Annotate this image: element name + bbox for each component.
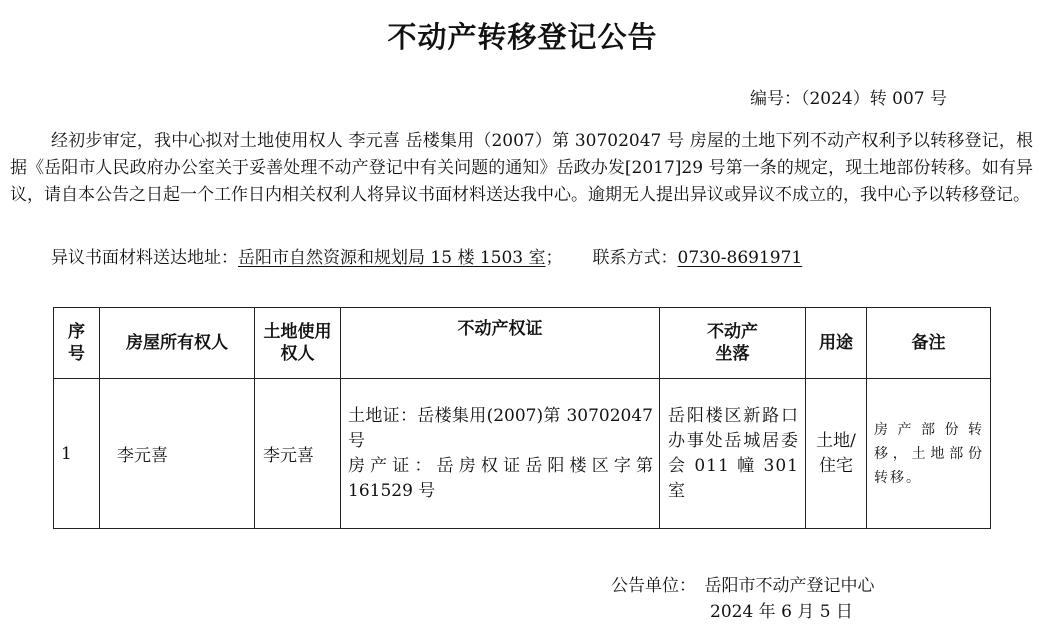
contact-label: 联系方式： <box>592 248 678 268</box>
header-certificate: 不动产权证 <box>341 308 660 379</box>
header-owner: 房屋所有权人 <box>100 308 255 379</box>
header-remark: 备注 <box>867 308 991 379</box>
issue-date: 2024 年 6 月 5 日 <box>710 602 853 622</box>
address-label: 异议书面材料送达地址： <box>51 248 238 268</box>
header-usage: 用途 <box>806 308 867 379</box>
notice-body: 经初步审定，我中心拟对土地使用权人 李元喜 岳楼集用（2007）第 30702047 号 房屋的土地下列不动产权利予以转移登记，根据《岳阳市人民政府办公室关于妥善处理不动产登记中有关问题的通知》岳政办发[2017]29 号第一条的规定，现土地部份转移。如有异议，请自本公告之日起一个工作日内相关权利人将异议书面材料送达我中心。逾期无人提出异议或异议不成立的，我中心予以转移登记。 <box>10 131 1033 205</box>
address-separator: ； <box>545 248 563 268</box>
header-seq: 序号 <box>54 308 100 379</box>
issuing-unit: 公告单位： 岳阳市不动产登记中心 <box>611 576 875 596</box>
cell-owner: 李元喜 <box>100 379 255 529</box>
land-certificate: 土地证：岳楼集用(2007)第 30702047 号 <box>348 405 653 451</box>
contact-phone: 0730-8691971 <box>677 248 803 268</box>
house-certificate: 房产证：岳房权证岳阳楼区字第 161529 号 <box>348 455 653 501</box>
objection-address-line <box>51 243 802 268</box>
cell-location: 岳阳楼区新路口办事处岳城居委会 011 幢 301 室 <box>660 379 806 529</box>
notice-title: 不动产转移登记公告 <box>387 20 658 54</box>
address-value: 岳阳市自然资源和规划局 15 楼 1503 室 <box>238 248 546 268</box>
transfer-table <box>53 307 991 529</box>
cell-seq: 1 <box>54 379 100 529</box>
table-header-row <box>54 308 991 379</box>
document-number: 编号：（2024）转 007 号 <box>749 89 947 109</box>
header-land-user: 土地使用权人 <box>255 308 341 379</box>
header-location: 不动产坐落 <box>660 308 806 379</box>
cell-remark: 房产部份转移，土地部份转移。 <box>867 379 991 529</box>
table-row <box>54 379 991 529</box>
cell-certificate <box>341 379 660 529</box>
cell-land-user: 李元喜 <box>255 379 341 529</box>
cell-usage: 土地/住宅 <box>806 379 867 529</box>
